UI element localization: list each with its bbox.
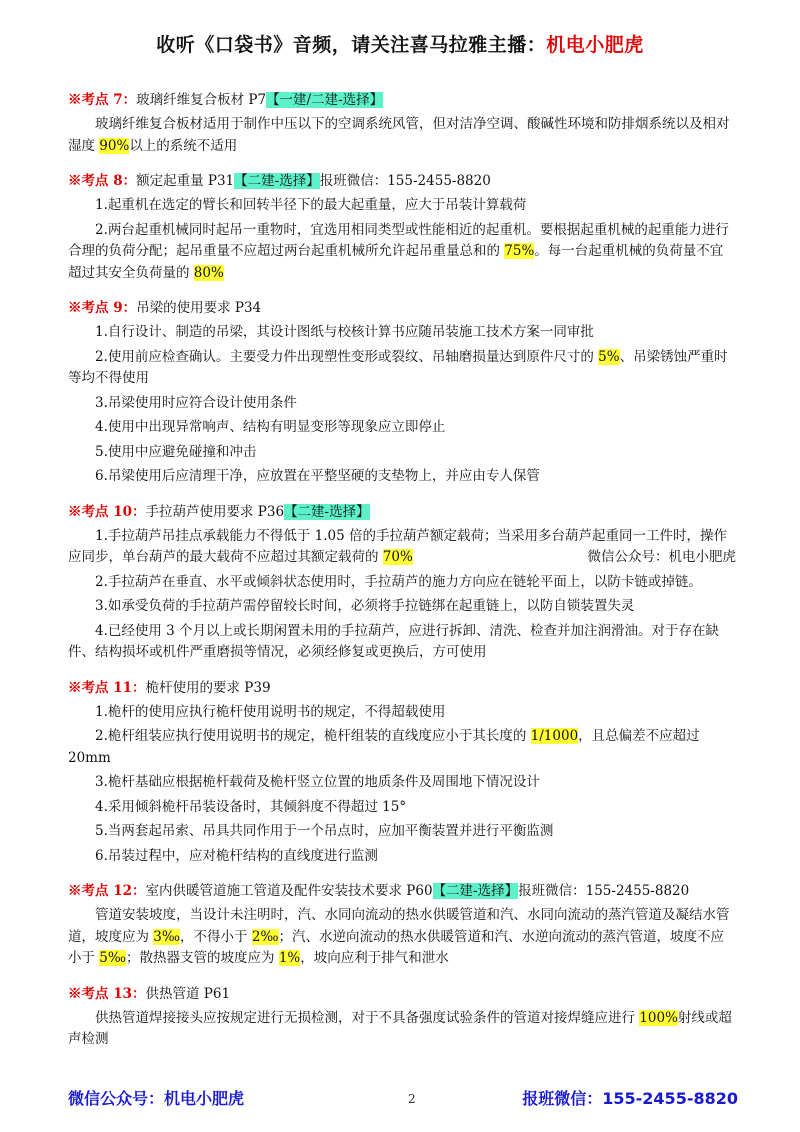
paragraph: [68, 905, 736, 970]
paragraph: 4.使用中出现异常响声、结构有明显变形等现象应立即停止: [95, 419, 446, 435]
section-title: [68, 502, 736, 523]
section-title: [68, 90, 736, 111]
section-title-text: 室内供暖管道施工管道及配件安装技术要求 P60: [145, 883, 433, 899]
section-marker: ※考点 9：: [68, 300, 137, 316]
text: 供热管道焊接接头应按规定进行无损检测，对于不具备强度试验条件的管道对接焊缝应进行: [95, 1009, 640, 1026]
paragraph: [68, 347, 736, 390]
section-title-text: 吊梁的使用要求 P34: [136, 300, 262, 316]
text: ，且总偏差不应超过 20mm: [68, 728, 700, 766]
highlight: 3‰: [153, 928, 181, 945]
paragraph: 3.桅杆基础应根据桅杆载荷及桅杆竖立位置的地质条件及周围地下情况设计: [95, 774, 540, 790]
section-marker: ※考点 10：: [68, 503, 146, 520]
section-marker: ※考点 7：: [68, 92, 137, 108]
paragraph: 5.使用中应避免碰撞和冲击: [95, 443, 257, 460]
section-title: [68, 171, 736, 192]
section-marker: ※考点 13：: [68, 985, 146, 1002]
wechat-account-note: 微信公众号：机电小肥虎: [587, 549, 736, 565]
section-title-text: 供热管道 P61: [145, 985, 231, 1002]
wechat-contact: 报班微信：155-2455-8820: [518, 883, 690, 899]
page-number: 2: [408, 1092, 416, 1106]
section-10: [68, 502, 736, 664]
section-title-text: 手拉葫芦使用要求 P36: [145, 503, 285, 520]
highlight: 75%: [504, 243, 535, 259]
text: ，坡向应利于排气和泄水: [300, 950, 449, 966]
header-host: 机电小肥虎: [546, 34, 644, 56]
highlight: 5‰: [99, 950, 127, 966]
section-title: [68, 678, 736, 699]
paragraph: 1.桅杆的使用应执行桅杆使用说明书的规定，不得超载使用: [95, 703, 446, 720]
paragraph: 4.已经使用 3 个月以上或长期闲置未用的手拉葫芦，应进行拆卸、清洗、检查并加注润滑油。对于存在缺件、结构损坏或机件严重磨损等情况，必须经修复或更换后，方可使用: [68, 622, 720, 660]
page-header: [0, 30, 800, 57]
text: 。每一台起重机械的负荷量不宜超过其安全负荷量的: [68, 243, 724, 281]
text: 管道安装坡度，当设计未注明时，汽、水同向流动的热水供暖管道和汽、水同向流动的蒸汽管道及凝结水管道，坡度应为: [68, 907, 730, 945]
exam-tag: 【二建-选择】: [284, 503, 370, 520]
paragraph: 6.吊装过程中，应对桅杆结构的直线度进行监测: [95, 847, 378, 864]
text: 2.两台起重机械同时起吊一重物时，宜选用相同类型或性能相近的起重机。要根据起重机械的起重能力进行合理的负荷分配；起吊重量不应超过两台起重机械所允许起吊重量总和的: [68, 221, 729, 259]
text: ，不得小于: [180, 928, 252, 945]
section-marker: ※考点 12：: [68, 883, 146, 899]
text: 以上的系统不适用: [129, 137, 238, 154]
text: 2.桅杆组装应执行使用说明书的规定，桅杆组装的直线度应小于其长度的: [95, 728, 531, 744]
exam-tag: 【一建/二建-选择】: [266, 92, 384, 108]
paragraph: 1.自行设计、制造的吊梁，其设计图纸与校核计算书应随吊装施工技术方案一同审批: [95, 324, 594, 340]
paragraph: 2.手拉葫芦在垂直、水平或倾斜状态使用时，手拉葫芦的施力方向应在链轮平面上，以防卡链或掉链。: [95, 573, 702, 590]
section-9: [68, 298, 736, 488]
paragraph: 5.当两套起吊索、吊具共同作用于一个吊点时，应加平衡装置并进行平衡监测: [95, 823, 554, 839]
section-8: [68, 171, 736, 284]
section-title-text: 玻璃纤维复合板材 P7: [136, 92, 267, 108]
paragraph: [68, 726, 736, 769]
wechat-contact: 报班微信：155-2455-8820: [319, 173, 491, 189]
highlight: 80%: [193, 264, 224, 281]
exam-tag: 【二建-选择】: [234, 173, 320, 189]
footer-wechat-account: 微信公众号：机电小肥虎: [68, 1089, 245, 1108]
paragraph: 3.吊梁使用时应符合设计使用条件: [95, 394, 297, 411]
header-prefix: 收听《口袋书》音频，请关注喜马拉雅主播：: [156, 34, 547, 56]
text: 玻璃纤维复合板材适用于制作中压以下的空调系统风管，但对洁净空调、酸碱性环境和防排烟系统以及相对湿度: [68, 116, 730, 154]
highlight: 1/1000: [530, 728, 579, 744]
page-footer: [68, 1086, 738, 1116]
paragraph: [68, 526, 736, 569]
section-title-text: 额定起重量 P31: [136, 173, 235, 189]
paragraph: 3.如承受负荷的手拉葫芦需停留较长时间，必须将手拉链绑在起重链上，以防自锁装置失灵: [95, 598, 635, 614]
highlight: 90%: [99, 137, 130, 154]
text: 1.手拉葫芦吊挂点承载能力不得低于 1.05 倍的手拉葫芦额定载荷；当采用多台葫芦起重同一工件时，操作应同步，单台葫芦的最大载荷不应超过其额定载荷的: [68, 527, 728, 565]
text: 2.使用前应检查确认。主要受力件出现塑性变形或裂纹、吊轴磨损量达到原件尺寸的: [95, 348, 599, 365]
section-13: [68, 984, 736, 1051]
paragraph: [68, 220, 736, 285]
paragraph: [68, 114, 736, 157]
section-marker: ※考点 11：: [68, 679, 146, 696]
paragraph: 1.起重机在选定的臂长和回转半径下的最大起重量，应大于吊装计算载荷: [95, 197, 527, 213]
section-title: [68, 984, 736, 1005]
exam-tag: 【二建-选择】: [432, 883, 519, 899]
section-12: [68, 881, 736, 970]
section-7: [68, 90, 736, 157]
text: ；散热器支管的坡度应为: [126, 950, 279, 966]
text: ；汽、水逆向流动的热水供暖管道和汽、水逆向流动的蒸汽管道，坡度不应小于: [68, 928, 725, 966]
highlight: 70%: [382, 549, 413, 565]
highlight: 100%: [639, 1009, 678, 1026]
highlight: 5%: [598, 348, 620, 365]
highlight: 1%: [278, 950, 301, 966]
footer-wechat-contact: 报班微信：155-2455-8820: [522, 1089, 738, 1108]
document-body: [68, 90, 736, 1065]
paragraph: [68, 1008, 736, 1051]
text: 射线或超声检测: [68, 1009, 732, 1047]
section-title: [68, 881, 736, 902]
section-marker: ※考点 8：: [68, 173, 137, 189]
section-title-text: 桅杆使用的要求 P39: [145, 679, 271, 696]
paragraph: 4.采用倾斜桅杆吊装设备时，其倾斜度不得超过 15°: [95, 798, 407, 815]
text: 、吊梁锈蚀严重时等均不得使用: [68, 348, 728, 386]
paragraph: 6.吊梁使用后应清理干净，应放置在平整坚硬的支垫物上，并应由专人保管: [95, 468, 540, 484]
section-11: [68, 678, 736, 868]
section-title: [68, 298, 736, 319]
highlight: 2‰: [251, 928, 279, 945]
